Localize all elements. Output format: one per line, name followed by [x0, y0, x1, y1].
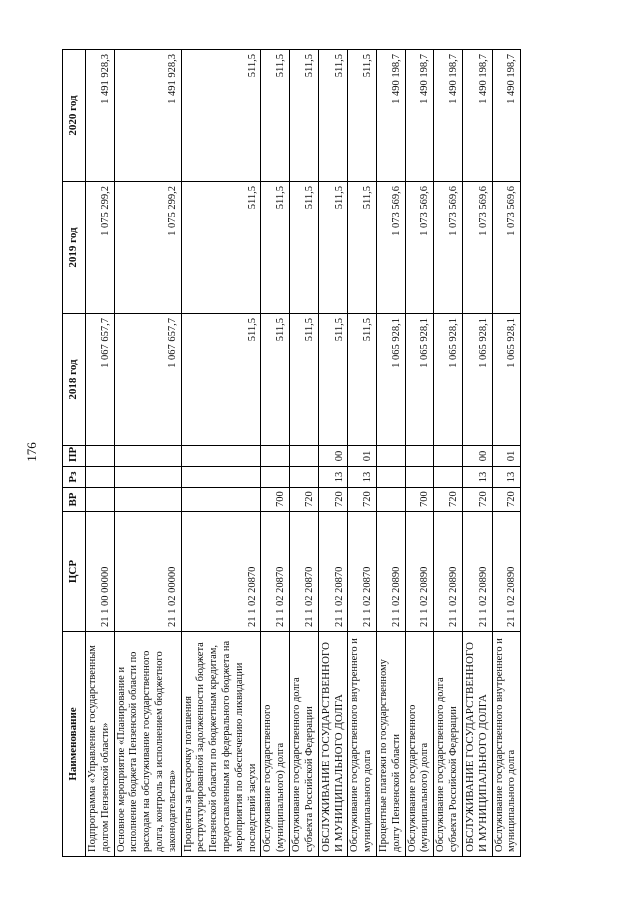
table-row	[376, 50, 405, 857]
cell-2019: 1 075 299,2	[114, 182, 181, 314]
cell-2018: 511,5	[289, 314, 318, 446]
cell-rz	[261, 467, 290, 488]
cell-2018: 1 067 657,7	[86, 314, 115, 446]
cell-2020: 1 490 198,7	[376, 50, 405, 182]
cell-pr: 00	[462, 446, 492, 467]
header-2019: 2019 год	[63, 182, 86, 314]
cell-name: ОБСЛУЖИВАНИЕ ГОСУДАРСТВЕННОГО И МУНИЦИПАЛЬНОГО ДОЛГА	[462, 632, 492, 857]
table-row	[261, 50, 290, 857]
cell-vr	[114, 488, 181, 512]
cell-2019: 1 075 299,2	[86, 182, 115, 314]
cell-pr	[86, 446, 115, 467]
cell-2018: 511,5	[318, 314, 348, 446]
cell-2019: 1 073 569,6	[462, 182, 492, 314]
cell-rz: 13	[462, 467, 492, 488]
cell-rz: 13	[318, 467, 348, 488]
cell-csr: 21 1 02 20890	[405, 512, 434, 632]
header-csr: ЦСР	[63, 512, 86, 632]
cell-pr	[181, 446, 261, 467]
cell-vr: 720	[492, 488, 521, 512]
cell-rz	[434, 467, 463, 488]
cell-name: Проценты за рассрочку погашения реструктурированной задолженности бюджета Пензенской области по бюджетным кредитам, предоставленным из федерального бюджета на мероприятия по обеспечению ликвидации последствий засухи	[181, 632, 261, 857]
cell-pr	[114, 446, 181, 467]
cell-name: Обслуживание государственного внутреннего и муниципального долга	[348, 632, 377, 857]
cell-csr: 21 1 02 20890	[492, 512, 521, 632]
cell-csr: 21 1 02 20890	[376, 512, 405, 632]
cell-vr: 700	[261, 488, 290, 512]
cell-2020: 1 490 198,7	[434, 50, 463, 182]
cell-2019: 1 073 569,6	[405, 182, 434, 314]
cell-rz	[86, 467, 115, 488]
cell-rz: 13	[348, 467, 377, 488]
cell-name: Обслуживание государственного (муниципального) долга	[405, 632, 434, 857]
table-row	[289, 50, 318, 857]
cell-csr: 21 1 02 20870	[348, 512, 377, 632]
table-row	[181, 50, 261, 857]
cell-name: Основное мероприятие «Планирование и исполнение бюджета Пензенской области по расходам на обслуживание государственного долга, контроль за исполнением бюджетного законодательства»	[114, 632, 181, 857]
header-2020: 2020 год	[63, 50, 86, 182]
table-body	[86, 50, 521, 857]
cell-pr: 01	[348, 446, 377, 467]
cell-vr: 720	[434, 488, 463, 512]
cell-name: Обслуживание государственного (муниципального) долга	[261, 632, 290, 857]
cell-2020: 1 491 928,3	[114, 50, 181, 182]
cell-2019: 511,5	[318, 182, 348, 314]
cell-pr	[376, 446, 405, 467]
cell-name: Процентные платежи по государственному долгу Пензенской области	[376, 632, 405, 857]
rotated-table-wrapper	[62, 50, 518, 857]
cell-pr	[434, 446, 463, 467]
cell-2020: 1 490 198,7	[462, 50, 492, 182]
cell-2020: 1 491 928,3	[86, 50, 115, 182]
cell-2018: 1 065 928,1	[462, 314, 492, 446]
cell-csr: 21 1 02 20870	[318, 512, 348, 632]
cell-2018: 1 065 928,1	[405, 314, 434, 446]
cell-rz	[181, 467, 261, 488]
cell-2018: 1 065 928,1	[434, 314, 463, 446]
cell-vr	[376, 488, 405, 512]
cell-2020: 1 490 198,7	[405, 50, 434, 182]
cell-pr	[289, 446, 318, 467]
cell-pr	[261, 446, 290, 467]
cell-rz: 13	[492, 467, 521, 488]
table-row	[434, 50, 463, 857]
cell-2020: 511,5	[261, 50, 290, 182]
cell-name: Обслуживание государственного долга субъекта Российской Федерации	[434, 632, 463, 857]
table-row	[86, 50, 115, 857]
cell-2019: 1 073 569,6	[376, 182, 405, 314]
cell-2020: 511,5	[181, 50, 261, 182]
table-row	[348, 50, 377, 857]
cell-2018: 511,5	[348, 314, 377, 446]
page-number: 176	[24, 442, 39, 462]
cell-rz	[376, 467, 405, 488]
header-2018: 2018 год	[63, 314, 86, 446]
cell-2018: 1 065 928,1	[376, 314, 405, 446]
cell-2019: 511,5	[181, 182, 261, 314]
cell-name: ОБСЛУЖИВАНИЕ ГОСУДАРСТВЕННОГО И МУНИЦИПАЛЬНОГО ДОЛГА	[318, 632, 348, 857]
header-pr: ПР	[63, 446, 86, 467]
cell-vr: 720	[289, 488, 318, 512]
table-row	[318, 50, 348, 857]
cell-2020: 511,5	[348, 50, 377, 182]
cell-2018: 1 067 657,7	[114, 314, 181, 446]
cell-2019: 1 073 569,6	[492, 182, 521, 314]
cell-name: Подпрограмма «Управление государственным долгом Пензенской области»	[86, 632, 115, 857]
cell-csr: 21 1 02 20870	[181, 512, 261, 632]
cell-vr: 720	[318, 488, 348, 512]
cell-2019: 1 073 569,6	[434, 182, 463, 314]
table-row	[405, 50, 434, 857]
cell-name: Обслуживание государственного внутреннего и муниципального долга	[492, 632, 521, 857]
header-name: Наименование	[63, 632, 86, 857]
header-rz: Рз	[63, 467, 86, 488]
budget-table	[62, 49, 521, 857]
cell-pr	[405, 446, 434, 467]
cell-2019: 511,5	[261, 182, 290, 314]
cell-2018: 1 065 928,1	[492, 314, 521, 446]
table-row	[114, 50, 181, 857]
cell-csr: 21 1 00 00000	[86, 512, 115, 632]
cell-name: Обслуживание государственного долга субъекта Российской Федерации	[289, 632, 318, 857]
cell-rz	[405, 467, 434, 488]
header-vr: ВР	[63, 488, 86, 512]
table-row	[492, 50, 521, 857]
cell-csr: 21 1 02 20870	[289, 512, 318, 632]
cell-csr: 21 1 02 20890	[462, 512, 492, 632]
cell-pr: 00	[318, 446, 348, 467]
cell-2020: 1 490 198,7	[492, 50, 521, 182]
cell-rz	[114, 467, 181, 488]
cell-2019: 511,5	[348, 182, 377, 314]
cell-2020: 511,5	[289, 50, 318, 182]
cell-rz	[289, 467, 318, 488]
table-row	[462, 50, 492, 857]
cell-csr: 21 1 02 00000	[114, 512, 181, 632]
table-header-row	[63, 50, 86, 857]
cell-2019: 511,5	[289, 182, 318, 314]
cell-2018: 511,5	[181, 314, 261, 446]
cell-vr: 700	[405, 488, 434, 512]
cell-vr: 720	[348, 488, 377, 512]
cell-2018: 511,5	[261, 314, 290, 446]
cell-csr: 21 1 02 20870	[261, 512, 290, 632]
cell-pr: 01	[492, 446, 521, 467]
cell-vr	[86, 488, 115, 512]
cell-vr	[181, 488, 261, 512]
cell-csr: 21 1 02 20890	[434, 512, 463, 632]
cell-2020: 511,5	[318, 50, 348, 182]
cell-vr: 720	[462, 488, 492, 512]
